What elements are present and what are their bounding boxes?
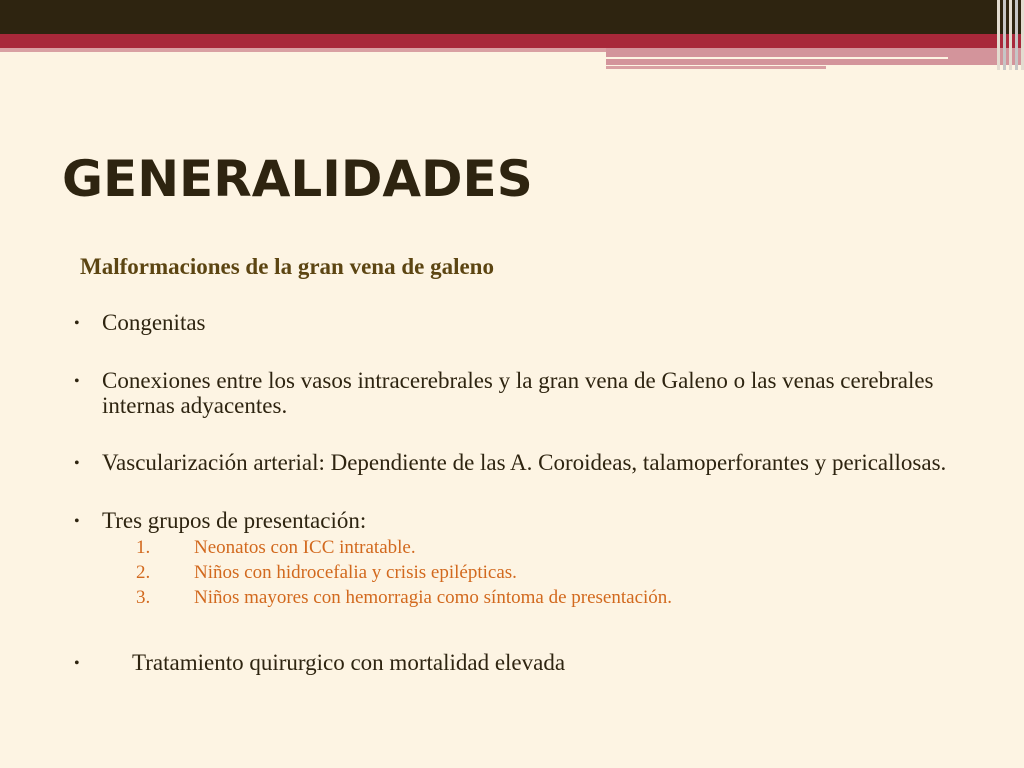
header-red-band	[0, 34, 1024, 48]
list-item	[74, 650, 974, 676]
header-light-line	[606, 57, 948, 59]
header-pink-strip	[0, 48, 606, 52]
bullet-list	[74, 310, 974, 708]
numbered-item-text: Niños con hidrocefalia y crisis epilépticas.	[194, 562, 517, 583]
numbered-list	[74, 535, 974, 610]
slide-title: GENERALIDADES	[62, 150, 533, 208]
bullet-icon: •	[74, 373, 80, 390]
header-dark-band	[0, 0, 1024, 34]
list-item-text: Vascularización arterial: Dependiente de las A. Coroideas, talamoperforantes y pericallosas.	[102, 450, 947, 475]
bullet-icon: •	[74, 315, 80, 332]
list-item	[74, 450, 974, 476]
list-item-text: Tratamiento quirurgico con mortalidad elevada	[132, 650, 566, 675]
list-item-text: Congenitas	[102, 310, 206, 335]
numbered-item-text: Neonatos con ICC intratable.	[194, 537, 416, 558]
bullet-icon: •	[74, 455, 80, 472]
slide-subtitle: Malformaciones de la gran vena de galeno	[80, 254, 494, 279]
numbered-item	[74, 560, 974, 585]
list-item-text: Conexiones entre los vasos intracerebrales y la gran vena de Galeno o las venas cerebrales internas adyacentes.	[102, 368, 934, 418]
list-item	[74, 508, 974, 610]
item-number: 3.	[136, 587, 151, 608]
list-item-text: Tres grupos de presentación:	[102, 508, 367, 533]
item-number: 2.	[136, 562, 151, 583]
numbered-item	[74, 585, 974, 610]
list-item	[74, 310, 974, 336]
header-stripes	[994, 0, 1024, 70]
numbered-item-text: Niños mayores con hemorragia como síntoma de presentación.	[194, 587, 673, 608]
list-item	[74, 368, 974, 418]
header-thin-strip	[606, 66, 826, 69]
item-number: 1.	[136, 537, 151, 558]
bullet-icon: •	[74, 655, 80, 672]
numbered-item	[74, 535, 974, 560]
bullet-icon: •	[74, 513, 80, 530]
